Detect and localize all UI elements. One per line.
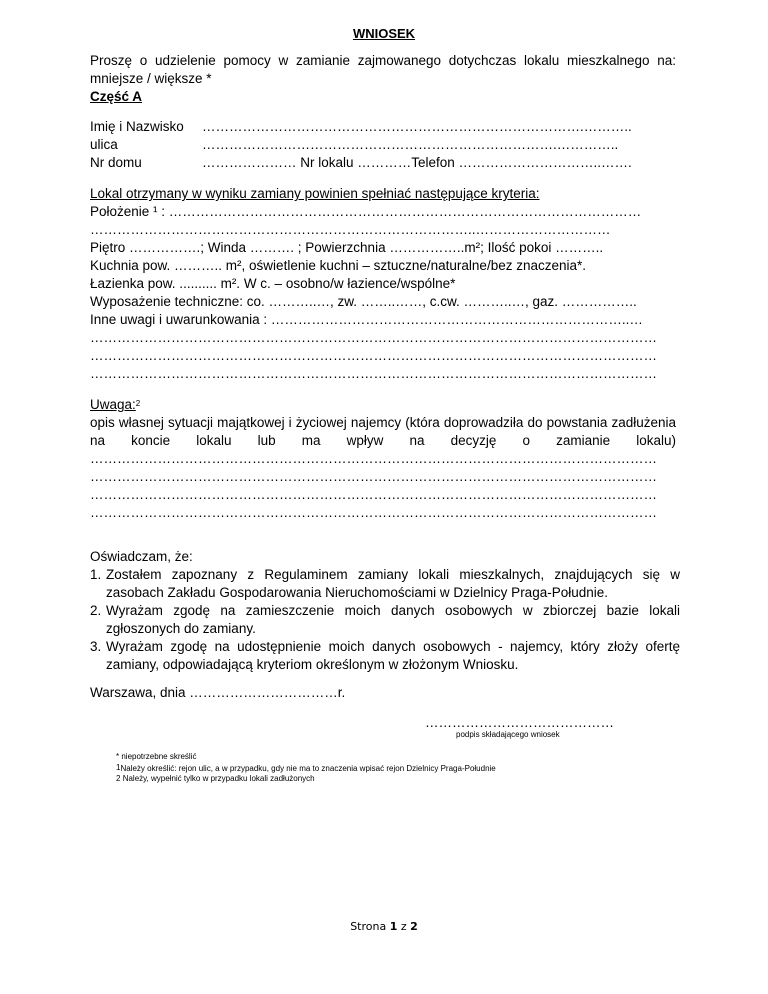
declaration-item-text: Zostałem zapoznany z Regulaminem zamiany lokali mieszkalnych, znajdujących się w zasobach Zakładu Gospodarowania Nieruchomościami w Dzielnicy Praga-Południe. (106, 567, 680, 600)
footnote-one (116, 764, 496, 774)
location-field[interactable]: Położenie ¹ : …………………………………………………………………………………………… (90, 204, 642, 219)
declaration-item-text: Wyrażam zgodę na zamieszczenie moich danych osobowych w zbiorczej bazie lokali zgłoszonych do zamiany. (106, 603, 680, 636)
house-row (90, 154, 632, 172)
page-number (0, 920, 768, 933)
criteria-heading: Lokal otrzymany w wyniku zamiany powinien spełniać następujące kryteria: (90, 186, 540, 201)
note-line[interactable]: ……………………………………………………………………………………………………………… (90, 487, 657, 502)
page-number-middle: z (397, 920, 411, 933)
street-field[interactable]: …………………………………………………………………….………….. (202, 137, 619, 152)
note-line[interactable]: ……………………………………………………………………………………………………………… (90, 451, 657, 466)
floor-row[interactable]: Piętro …………….; Winda ………. ; Powierzchnia ……………..m²; Ilość pokoi ……….. (90, 240, 604, 255)
declaration-item-text: Wyrażam zgodę na udostępnienie moich danych osobowych - najemcy, który złoży ofertę zamiany, odpowiadającą kryteriom określonym w złożonym Wniosku. (106, 639, 680, 672)
other-line[interactable]: ……………………………………………………………………………………………………………… (90, 348, 657, 363)
other-conditions-row[interactable]: Inne uwagi i uwarunkowania : ……………………………………………………………………..… (90, 312, 643, 327)
declaration-item-number: 1. (90, 567, 102, 582)
declaration-item (90, 602, 680, 638)
note-heading (90, 396, 140, 414)
other-line[interactable]: ……………………………………………………………………………………………………………… (90, 366, 657, 381)
footnote-two (116, 774, 315, 784)
street-row (90, 136, 618, 154)
footnote-two-number: 2 (116, 774, 121, 783)
document-title: WNIOSEK (352, 26, 416, 41)
declaration-item-number: 2. (90, 603, 102, 618)
house-field[interactable]: ………………… Nr lokalu …………Telefon …………………………..……. (202, 155, 632, 170)
part-a-heading: Część A (90, 89, 143, 104)
equipment-row[interactable]: Wyposażenie techniczne: co. ………..…, zw. ……..……, c.cw. ………..…, gaz. …………….. (90, 294, 637, 309)
house-label: Nr domu (90, 155, 142, 170)
street-label: ulica (90, 137, 118, 152)
page-number-current: 1 (389, 920, 398, 933)
signature-label: podpis składającego wniosek (456, 730, 560, 739)
signature-line[interactable]: …………………………………… (425, 715, 614, 730)
declaration-item-number: 3. (90, 639, 102, 654)
kitchen-row[interactable]: Kuchnia pow. ……….. m², oświetlenie kuchni – sztuczne/naturalne/bez znaczenia*. (90, 258, 587, 273)
page-number-prefix: Strona (350, 920, 390, 933)
declaration-heading: Oświadczam, że: (90, 549, 193, 564)
note-line[interactable]: ……………………………………………………………………………………………………………… (90, 469, 657, 484)
note-footnote-ref: 2 (135, 399, 141, 408)
footnote-one-text: Należy określić: rejon ulic, a w przypadku, gdy nie ma to znaczenia wpisać rejon Dzielnicy Praga-Południe (120, 764, 496, 773)
footnote-one-number: 1 (116, 763, 121, 772)
page-number-total: 2 (410, 920, 418, 933)
note-line[interactable]: ……………………………………………………………………………………………………………… (90, 505, 657, 520)
note-description: opis własnej sytuacji majątkowej i życiowej najemcy (która doprowadziła do powstania zadłużenia na koncie lokalu lub ma wpływ na decyzję o zamianie lokalu) (90, 415, 676, 448)
footnote-star: * niepotrzebne skreślić (116, 752, 197, 761)
other-line[interactable]: ……………………………………………………………………………………………………………… (90, 330, 657, 345)
date-line[interactable]: Warszawa, dnia ……………………………r. (90, 685, 346, 700)
name-label: Imię i Nazwisko (90, 119, 184, 134)
intro-paragraph: Proszę o udzielenie pomocy w zamianie zajmowanego dotychczas lokalu mieszkalnego na: mniejsze / większe * (90, 53, 676, 86)
declaration-item (90, 566, 680, 602)
footnote-two-text: Należy, wypełnić tylko w przypadku lokali zadłużonych (122, 774, 315, 783)
bathroom-row[interactable]: Łazienka pow. .......... m². W c. – osobno/w łazience/wspólne* (90, 276, 456, 291)
declaration-item (90, 638, 680, 674)
name-row (90, 118, 632, 136)
location-continued[interactable]: …………………………………………………………………………..………………………… (90, 222, 611, 237)
name-field[interactable]: ………………………………………………………………………….……….. (202, 119, 632, 134)
note-heading-text: Uwaga: (90, 397, 136, 412)
